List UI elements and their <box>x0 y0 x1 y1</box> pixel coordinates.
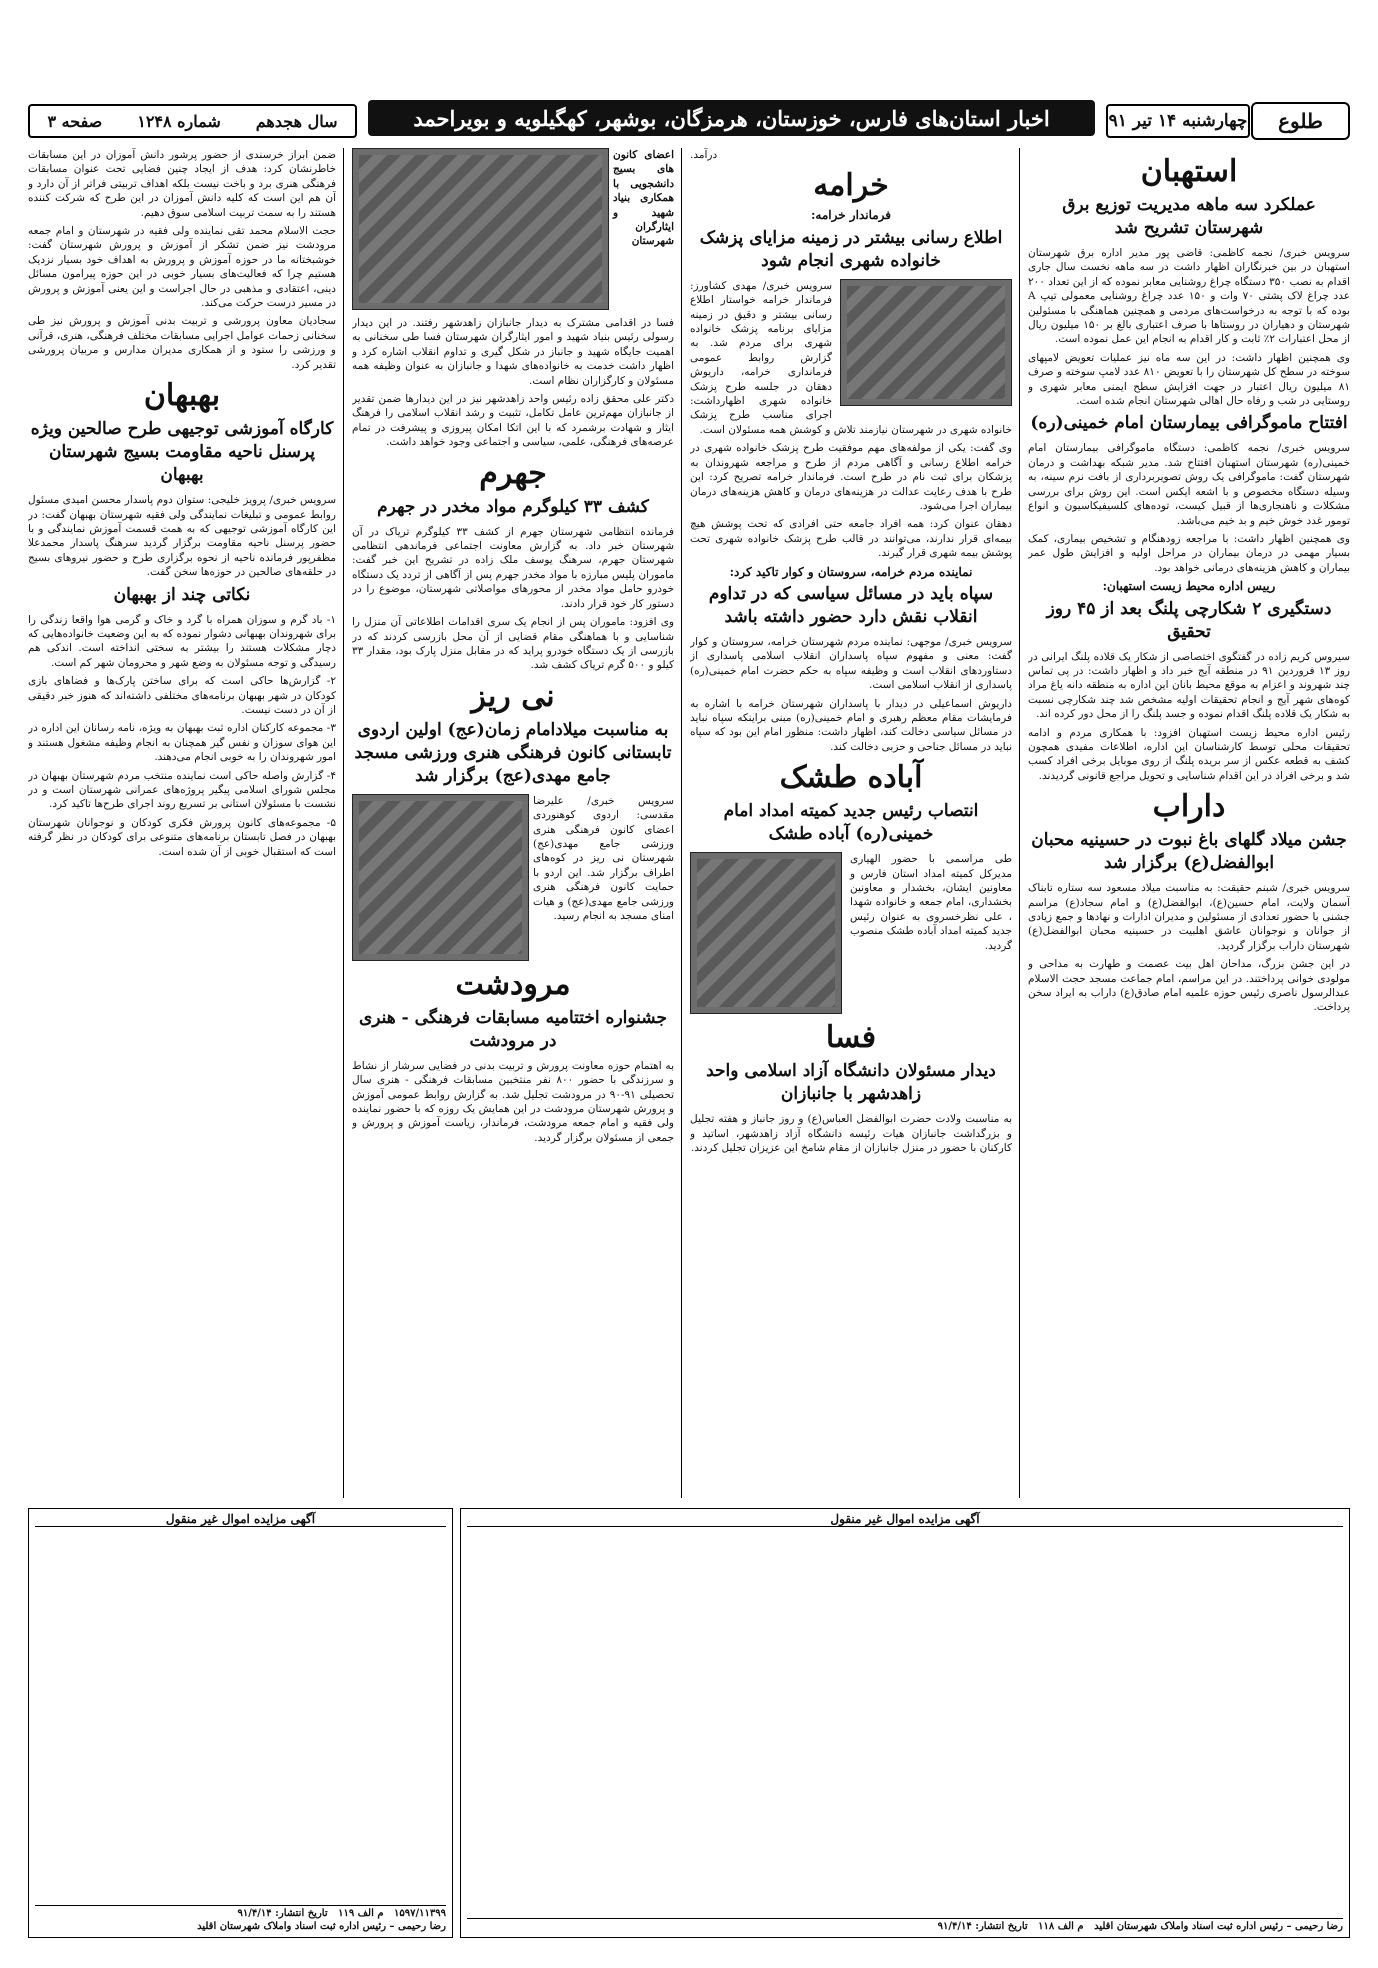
article-text: وی همچنین اظهار داشت: در این سه ماه نیز عملیات تعویض لامپهای سوخته در سطح کل شهرستان را با تعویض ۸۱۰ عدد لامپ سوخته و صرف ۸۱ میلیون ریال اعتبار در جهت افزایش سطح ایمنی معابر شهری و روستایی در شب و رفاه حال اهالی شهرستان انجام شده است. <box>1028 351 1350 408</box>
section-title-abadeh-tashk: آباده طشک <box>779 760 923 796</box>
camp-photo <box>352 794 529 961</box>
section-title-behbahan: بهبهان <box>143 378 221 414</box>
article-text: وی افزود: ماموران پس از انجام یک سری اقدامات اطلاعاتی آن منزل را شناسایی و با هماهنگی مقام قضایی از آن محل بازرسی کردند که در بازرسی از یک دستگاه خودرو پراید که در مقابل منزل پارک بود، مقدار ۳۳ کیلو و ۵۰۰ گرم تریاک کشف شد. <box>352 616 674 672</box>
headline-imdad: انتصاب رئیس جدید کمیته امداد امام خمینی(ره) آباده طشک <box>723 801 979 845</box>
article-text: سرویس خبری/ مهدی کشاورز: فرماندار خرامه خواستار اطلاع رسانی بیشتر و دقیق در زمینه مزایای برنامه پزشک خانواده شهری برای مردم شد. به گزارش روابط عمومی فرمانداری خرامه، داریوش دهقان در جلسه طرح پزشک خانواده شهری اظهارداشت: اجرای مناسب طرح پزشک خانواده شهری در شهرستان نیازمند تلاش و کوشش همه مسئولان است. <box>690 279 1012 436</box>
article-text: وی گفت: یکی از مولفه‌های مهم موفقیت طرح پزشک خانواده شهری در خرامه اطلاع رسانی و آگاهی مردم از طرح و مراجعه شهروندان به پزشکان برای ثبت نام در طرح است. فرماندار خرامه تصریح کرد: این طرح با هدف رعایت عدالت در هزینه‌های درمان و کاهش هزینه‌های درمان بیماران اجرا می‌شود. <box>690 442 1012 512</box>
column-1 <box>1028 148 1350 1498</box>
ad-date: تاریخ انتشار: ۹۱/۴/۱۴ <box>937 1920 1028 1932</box>
article-text: سرویس خبری/ نجمه کاظمی: دستگاه ماموگرافی بیمارستان امام خمینی(ره) شهرستان استهبان افتتاح شد. مدیر شبکه بهداشت و درمان شهرستان گفت: ماموگرافی یک روش تصویربرداری از بافت نرم سینه، به وسیله دستگاه مخصوص و با اشعه ایکس است. این روش برای بررسی مشکلات و ناهنجاری‌ها از قبیل کیست، توده‌های کلسیفیکاسیون و انواع تومور غدد خوش خیم و بد خیم می‌باشد. <box>1028 442 1350 527</box>
headline-kicker: نماینده مردم خرامه، سروستان و کوار تاکید کرد: <box>729 564 973 579</box>
meeting-photo <box>840 279 1012 406</box>
article-text: سرویس خبری/ شبنم حقیقت: به مناسبت میلاد مسعود سه ستاره تابناک آسمان ولایت، امام حسین(ع)، ابوالفضل(ع) و امام سجاد(ع) مراسم جشنی با حضور تعدادی از مسئولین و مدیران ادارات و نهادها و جمع زیادی از جوانان و نوجوانان عاشق اهلبیت در حسینیه محبان ابوالفضل(ع) شهرستان داراب برگزار گردید. <box>1028 882 1350 952</box>
article-text: وی همچنین اظهار داشت: با مراجعه زودهنگام و تشخیص بیماری، کمک بسیار مهمی در درمان بیماران در مراحل اولیه و افزایش طول عمر بیماران و کاهش هزینه‌های درمانی خواهد بود. <box>1028 532 1350 574</box>
section-title-kharameh: خرامه <box>813 168 889 204</box>
veterans-photo <box>352 148 609 310</box>
headline-kicker: رییس اداره محیط زیست استهبان: <box>1102 579 1276 594</box>
article-text: رئیس اداره محیط زیست استهبان افزود: با همکاری مردم و ادامه تحقیقات محلی توسط کارشناسان این اداره، اطلاعات مفیدی همچون کشف به قطعه عکس از سر بریده پلنگ از روی موبایل برخی افراد کسب شد و برخی افراد در این اقدام شناسایی و تحویل مراجع قانونی گردیدند. <box>1028 726 1350 782</box>
issue-date: چهارشنبه ۱۴ تیر ۹۱ <box>1106 104 1250 138</box>
article-text: طی مراسمی با حضور الهیاری مدیرکل کمیته امداد استان فارس و معاونین ایشان، بخشدار و معاونین بخشداری، امام جمعه و خانواده شهدا ، علی نظرخسروی به عنوان رئیس جدید کمیته امداد آباده طشک منصوب گردید. <box>850 853 1012 952</box>
article-text: در این جشن بزرگ، مداحان اهل بیت عصمت و طهارت به مداحی و مولودی خوانی پرداختند. در این مراسم، امام جماعت مسجد حجت الاسلام عبدالرسول ناصری رئیس حوزه علمیه امام صادق(ع) داراب به ایراد سخن پرداخت. <box>1028 958 1350 1014</box>
headline-jahrom: کشف ۳۳ کیلوگرم مواد مخدر در جهرم <box>377 496 649 517</box>
newspaper-logo: طلوع <box>1251 102 1350 140</box>
article-text: ۲- گزارش‌ها حاکی است که برای ساختن پارک‌ها و فضاهای بازی کودکان در شهر بهبهان برنامه‌های مختلفی داشته‌اند که هنوز خبر دقیقی از آن در دست نیست. <box>28 675 336 716</box>
ad-signature <box>467 1918 1343 1934</box>
article-text: فسا در اقدامی مشترک به دیدار جانبازان زاهدشهر رفتند. در این دیدار رسولی رئیس بنیاد شهید و امور ایثارگران شهرستان فسا طی سخنانی به اهمیت جایگاه شهید و جانباز در شکل گیری و تداوم انقلاب اشاره کرد و اظهار داشت خدمت به خانواده‌های شهدا و جانبازان به عنوان وظیفه همه مسئولان و کارگزاران نظام است. <box>352 317 674 387</box>
ad-serial: م الف ۱۱۸ <box>1038 1920 1084 1932</box>
year-label: سال هجدهم <box>255 111 338 131</box>
ad-signature <box>35 1905 446 1933</box>
issue-number: شماره ۱۲۴۸ <box>137 111 221 131</box>
column-divider <box>1019 148 1020 1498</box>
section-title-jahrom: جهرم <box>479 455 547 491</box>
headline-behbahan: کارگاه آموزشی توجیهی طرح صالحین ویژه پرسنل ناحیه مقاومت بسیج شهرستان بهبهان <box>30 419 334 486</box>
ad-signer: رضا رحیمی – رئیس اداره ثبت اسناد واملاک شهرستان اقلید <box>1094 1920 1343 1932</box>
column-3 <box>352 148 674 1498</box>
issue-info <box>28 104 357 138</box>
ad-serial: م الف ۱۱۹ <box>338 1908 384 1919</box>
article-text: سجادیان معاون پرورشی و تربیت بدنی آموزش و پرورش نیز طی سخنانی زحمات عوامل اجرایی مسابقات مختلف فرهنگی، هنری، قرآنی و ورزشی را ستود و از همکاری مدیران مدارس و مربیان پرورشی تقدیر کرد. <box>28 315 336 371</box>
headline-sepah: سپاه باید در مسائل سیاسی که در تداوم انقلاب نقش دارد حضور داشته باشد <box>708 583 994 627</box>
section-banner: اخبار استان‌های فارس، خوزستان، هرمزگان، بوشهر، کهگیلویه و بویراحمد <box>368 100 1095 136</box>
article-text: دهقان عنوان کرد: همه افراد جامعه حتی افرادی که تحت پوشش هیچ بیمه‌ای قرار ندارند، می‌توانند در قالب طرح پزشک خانواده شهری تحت پوشش بیمه شهری قرار گیرند. <box>690 518 1012 560</box>
article-text: به مناسبت ولادت حضرت ابوالفضل العباس(ع) و روز جانباز و هفته تجلیل و بزرگداشت جانبازان هیات رئیسه دانشگاه آزاد زاهدشهر، اساتید و کارکنان با حضور در منزل جانبازان از مقام شامخ این عزیزان تجلیل کردند. <box>690 1113 1012 1154</box>
auction-ad-left <box>28 1508 453 1938</box>
photo-caption: اعضای کانون های بسیج دانشجویی با همکاری بنیاد شهید و ایثارگران شهرستان <box>613 149 674 248</box>
ad-signer: رضا رحیمی – رئیس اداره ثبت اسناد واملاک شهرستان اقلید <box>197 1920 446 1932</box>
article-text: ۱- باد گرم و سوزان همراه با گرد و خاک و گرمی هوا واقعا زندگی را برای شهروندان بهبهانی دشوار نموده که به این وضعیت خانواده‌هایی که دچار مشکلات هستند را بیشتر به سختی انداخته است. اندکی هم رسیدگی و توجه مسئولان به وضع شهر و محرومان شهر کم است. <box>28 613 336 669</box>
section-title-fasa: فسا <box>825 1020 877 1056</box>
ad-date: تاریخ انتشار: ۹۱/۴/۱۴ <box>237 1908 328 1919</box>
portrait-photo <box>690 852 842 1014</box>
headline-mammography: افتتاح ماموگرافی بیمارستان امام خمینی(ره) <box>1030 413 1348 434</box>
article-text: داریوش اسماعیلی در دیدار با پاسداران شهرستان خرامه با اشاره به فرمایشات مقام معظم رهبری و امام خمینی(ره) مبنی براینکه سپاه نباید در مسائل سیاسی دخالت کند، اظهار داشت: منظور امام این بود که سپاه نباید در مسائل جناحی و حزبی دخالت کند. <box>690 697 1012 753</box>
article-text: سرویس خبری/ علیرضا مقدسی: اردوی کوهنوردی اعضای کانون فرهنگی هنری ورزشی جامع مهدی(عج) شهرستان نی ریز در کوه‌های اطراف برگزار شد. این اردو با حمایت کانون فرهنگی هنری ورزشی جامع مهدی(عج) و هیات امنای مسجد به انجام رسید. <box>533 794 674 922</box>
headline-neyriz: به مناسبت میلادامام زمان(عج) اولین اردوی تابستانی کانون فرهنگی هنری ورزشی مسجد جامع مهدی(عج) برگزار شد <box>354 719 672 786</box>
column-divider <box>343 148 344 1498</box>
headline-leopard: دستگیری ۲ شکارچی پلنگ بعد از ۴۵ روز تحقیق <box>1046 598 1332 642</box>
article-text: ۴- گزارش واصله حاکی است نماینده منتخب مردم شهرستان بهبهان در مجلس شورای اسلامی پیگیر پروژه‌های عمرانی شهرستان است و در نشست با مسئولان استانی بر تسریع روند اجرای طرح‌ها تاکید کرد. <box>28 769 336 811</box>
newspaper-page <box>28 98 1350 1943</box>
article-text: حجت الاسلام محمد تقی نماینده ولی فقیه در شهرستان و امام جمعه مرودشت نیز ضمن تشکر از آموزش و پرورش شهرستان گفت: خوشبختانه ما در حوزه آموزش و پرورش به اهداف خود بسیار نزدیک هستیم چرا که فعالیت‌های بسیار خوبی در این حوزه پیرامون مسائل دینی، اعتقادی و مذهبی در حال اجراست و این یعنی آموزش و پرورش در مسیر درست حرکت می‌کند. <box>28 225 336 310</box>
headline-family-doctor: اطلاع رسانی بیشتر در زمینه مزایای پزشک خانواده شهری انجام شود <box>699 227 1003 271</box>
headline-marvdasht: جشنواره اختتامیه مسابقات فرهنگی - هنری در مرودشت <box>358 1007 667 1051</box>
article-text: سیروس کریم زاده در گفتگوی اختصاصی از شکار یک قلاده پلنگ ایرانی در روز ۱۳ فروردین ۹۱ در منطقه آیج خبر داد و اظهار داشت: در پی تماس چند شهروند و اعزام به موقع محیط بانان این اداره به منطقه دانه یاغ مراد کوه‌های شهر آیج و انجام تحقیقات اولیه مشخص شد چند شکارچی نسبت به شکار یک قلاده پلنگ اقدام نموده و جسد پلنگ را از محل دور کرده اند. <box>1028 650 1350 721</box>
page-header <box>28 98 1350 142</box>
article-text: سرویس خبری/ پرویز خلیجی: ستوان دوم پاسدار محسن امیدی مسئول روابط عمومی و تبلیغات نمایندگی ولی فقیه شهرستان بهبهان گفت: در این کارگاه آموزشی توجیهی که به همت قسمت آموزش نمایندگی و با حضور پرسنل ناحیه مقاومت برگزار گردید سرهنگ پاسدار محمدعلا مظفرپور فرمانده ناحیه از نحوه برگزاری طرح و حضور نیروهای بسیج در حلقه‌های صالحین در حوزه‌ها سخن گفت. <box>28 494 336 579</box>
article-text: سرویس خبری/ موجهی: نماینده مردم شهرستان خرامه، سروستان و کوار گفت: معنی و مفهوم سپاه پاسداران انقلاب اسلامی پاسداری از دستاوردهای انقلاب است و وظیفه سپاه به حکم حضرت امام خمینی(ره) پاسداری از انقلاب اسلامی است. <box>690 635 1012 692</box>
article-text: سرویس خبری/ نجمه کاظمی: قاضی پور مدیر اداره برق شهرستان استهبان در بین خبرنگاران اظهار داشت در سه ماهه نخست سال جاری اقدام به نصب ۳۵۰ دستگاه چراغ روشنایی معابر نموده که از این تعداد ۲۰۰ عدد چراغ لاک پشتی ۷۰ وات و ۱۵۰ عدد چراغ روشنایی معمولی تیپ A بوده که با توجه به درخواست‌های مردمی و همچنین هماهنگی با مسئولین شهرستان و دهیاران در روستاها با صرف اعتباری بالغ بر ۱۵۰ میلیون ریال از محل اعتبارات ۲٪ ثابت و کار اقدام به انجام این عمل نموده است. <box>1028 247 1350 346</box>
article-text: ۳- مجموعه کارکنان اداره ثبت بهبهان به ویژه، نامه رسانان این اداره در این هوای سوزان و نفس گیر همچنان به انجام وظیفه مشغول هستند و امور شهروندان را به خوبی انجام می‌دهند. <box>28 722 336 764</box>
headline-kicker: فرماندار خرامه: <box>810 208 892 223</box>
ad-code: ۱۵۹۷/۱۱۳۹۹ <box>394 1908 446 1919</box>
section-title-neyriz: نی ریز <box>471 678 555 714</box>
headline-darab: جشن میلاد گلهای باغ نبوت در حسینیه محبان ابوالفضل(ع) برگزار شد <box>1031 830 1347 874</box>
article-text: درآمد. <box>690 149 718 161</box>
section-title-darab: داراب <box>1152 789 1226 825</box>
article-text: دکتر علی محقق زاده رئیس واحد زاهدشهر نیز در این دیدارها ضمن تقدیر از جانبازان مهم‌ترین عامل تکامل، تثبیت و رشد انقلاب اسلامی را فرهنگ ایثار و شهادت برشمرد که با این اتکا امکان پیروزی و پیشرفت در تمام عرصه‌های فرهنگی، علمی، سیاسی و اجتماعی وجود خواهد داشت. <box>352 393 674 449</box>
headline-notes: نکاتی چند از بهبهان <box>113 584 251 605</box>
section-title-estahban: استهبان <box>1140 154 1238 189</box>
column-divider <box>681 148 682 1498</box>
article-text: ضمن ابراز خرسندی از حضور پرشور دانش آموزان در این مسابقات خاطرنشان کرد: هدف از ایجاد چنین فضایی تحت عنوان مسابقات فرهنگی هنری برد و باخت نیست بلکه اهداف تربیتی فراتر از آن دارد و آن هم این است که کلیه دانش آموزان در این طرح که شرکت کننده هستند را به سمت تربیت اسلامی سوق دهیم. <box>28 149 336 219</box>
article-text: به اهتمام حوزه معاونت پرورش و تربیت بدنی در فضایی سرشار از نشاط و سرزندگی با حضور ۸۰۰ نفر منتخبین مسابقات فرهنگی - هنری سال تحصیلی ۹۱-۹۰ در مرودشت تجلیل شد. به گزارش روابط عمومی آموزش و پرورش شهرستان مرودشت در این همایش یک روزه که با حضور نماینده ولی فقیه و امام جمعه مرودشت، فرماندار، ریاست آموزش و پرورش و جمعی از مسئولان برگزار گردید. <box>352 1059 674 1144</box>
page-number: صفحه ۳ <box>47 111 103 131</box>
article-text: فرمانده انتظامی شهرستان جهرم از کشف ۳۳ کیلوگرم تریاک در آن شهرستان خبر داد. به گزارش معاونت اجتماعی فرماندهی انتظامی شهرستان جهرم، سرهنگ یوسف ملک زاده در تشریح این خبر گفت: ماموران پلیس مبارزه با مواد مخدر جهرم پس از آگاهی از تردد یک دستگاه خودرو حامل مواد مخدر از محورهای مواصلاتی شهرستان، موضوع را در دستور کار خود قرار دادند. <box>352 525 674 610</box>
ad-title: آگهی مزایده اموال غیر منقول <box>35 1513 446 1527</box>
column-2 <box>690 148 1012 1498</box>
column-4 <box>28 148 336 1498</box>
auction-ad-right <box>460 1508 1350 1938</box>
headline-fasa: دیدار مسئولان دانشگاه آزاد اسلامی واحد زاهدشهر با جانبازان <box>706 1061 996 1105</box>
article-text: ۵- مجموعه‌های کانون پرورش فکری کودکان و نوجوانان شهرستان بهبهان در فصل تابستان برنامه‌های متنوعی برای کودکان در نظر گرفته است که استقبال خوبی از آن شده است. <box>28 816 336 858</box>
headline-electric: عملکرد سه ماهه مدیریت توزیع برق شهرستان تشریح شد <box>1062 195 1316 238</box>
section-title-marvdasht: مرودشت <box>455 966 571 1002</box>
ad-title: آگهی مزایده اموال غیر منقول <box>467 1513 1343 1527</box>
